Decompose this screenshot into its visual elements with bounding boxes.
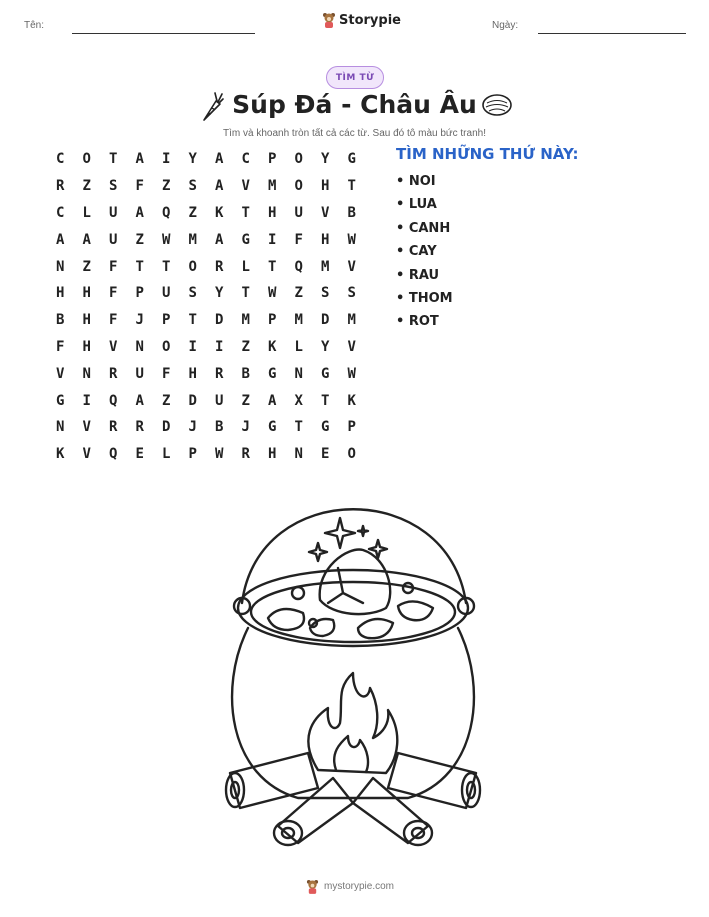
grid-letter[interactable]: I	[82, 392, 91, 409]
grid-row	[47, 441, 365, 468]
grid-letter[interactable]: N	[82, 365, 91, 382]
grid-letter[interactable]: Q	[109, 392, 118, 409]
grid-letter[interactable]: H	[321, 178, 330, 195]
activity-badge: TÌM TỪ	[326, 66, 384, 89]
word-list-item: • CANH	[396, 220, 451, 236]
grid-letter[interactable]: A	[268, 392, 277, 409]
grid-row	[47, 146, 365, 173]
grid-letter[interactable]: A	[135, 392, 144, 409]
grid-letter[interactable]: E	[135, 446, 144, 463]
grid-letter[interactable]: Q	[109, 446, 118, 463]
grid-letter[interactable]: B	[241, 365, 250, 382]
grid-letter[interactable]: A	[215, 231, 224, 248]
word-list-item: • NOI	[396, 174, 436, 189]
grid-letter[interactable]: T	[162, 258, 171, 275]
grid-letter[interactable]: D	[188, 392, 197, 409]
grid-letter[interactable]: G	[241, 231, 250, 248]
grid-letter[interactable]: N	[294, 446, 303, 463]
stone-icon	[481, 93, 513, 117]
grid-letter[interactable]: I	[162, 151, 171, 168]
grid-letter[interactable]: U	[294, 204, 303, 221]
grid-row	[47, 173, 365, 200]
word-list	[396, 170, 453, 334]
word-list-title: TÌM NHỮNG THỨ NÀY:	[396, 145, 579, 163]
grid-letter[interactable]: Y	[321, 151, 330, 168]
grid-row	[47, 307, 365, 334]
storypie-logo	[322, 12, 401, 28]
grid-letter[interactable]: O	[294, 178, 303, 195]
grid-letter[interactable]: O	[162, 338, 171, 355]
grid-letter[interactable]: A	[215, 178, 224, 195]
stone-soup-pot-illustration	[218, 488, 488, 850]
grid-letter[interactable]: W	[268, 285, 277, 302]
grid-letter[interactable]: F	[294, 231, 303, 248]
grid-letter[interactable]: Z	[162, 178, 171, 195]
grid-letter[interactable]: N	[56, 258, 65, 275]
grid-row	[47, 414, 365, 441]
grid-letter[interactable]: K	[347, 392, 356, 409]
grid-letter[interactable]: V	[347, 338, 356, 355]
grid-letter[interactable]: B	[56, 312, 65, 329]
grid-letter[interactable]: H	[82, 338, 91, 355]
grid-letter[interactable]: H	[56, 285, 65, 302]
grid-letter[interactable]: T	[109, 151, 118, 168]
grid-letter[interactable]: G	[347, 151, 356, 168]
grid-letter[interactable]: T	[347, 178, 356, 195]
grid-letter[interactable]: W	[347, 231, 356, 248]
instructions: Tìm và khoanh tròn tất cả các từ. Sau đó tô màu bức tranh!	[223, 128, 486, 139]
grid-letter[interactable]: Q	[294, 258, 303, 275]
grid-letter[interactable]: E	[321, 446, 330, 463]
grid-letter[interactable]: G	[321, 419, 330, 436]
grid-letter[interactable]: J	[188, 419, 197, 436]
grid-letter[interactable]: Z	[188, 204, 197, 221]
grid-letter[interactable]: W	[215, 446, 224, 463]
grid-letter[interactable]: F	[135, 178, 144, 195]
grid-letter[interactable]: F	[109, 285, 118, 302]
grid-letter[interactable]: C	[56, 204, 65, 221]
grid-letter[interactable]: V	[321, 204, 330, 221]
grid-row	[47, 334, 365, 361]
word-list-item: • THOM	[396, 290, 453, 306]
grid-letter[interactable]: U	[162, 285, 171, 302]
grid-letter[interactable]: S	[347, 285, 356, 302]
footer	[306, 879, 394, 894]
name-line[interactable]	[72, 33, 255, 34]
grid-letter[interactable]: S	[321, 285, 330, 302]
brand-name: Storypie	[339, 12, 401, 28]
word-list-item: • RAU	[396, 267, 440, 283]
grid-letter[interactable]: J	[135, 312, 144, 329]
grid-letter[interactable]: R	[241, 446, 250, 463]
grid-letter[interactable]: Z	[82, 258, 91, 275]
grid-letter[interactable]: Z	[241, 392, 250, 409]
page-title: Súp Đá - Châu Âu	[232, 90, 477, 119]
grid-letter[interactable]: T	[241, 204, 250, 221]
grid-letter[interactable]: N	[294, 365, 303, 382]
word-search-grid[interactable]	[47, 146, 365, 468]
grid-letter[interactable]: H	[82, 312, 91, 329]
date-label: Ngày:	[492, 20, 519, 31]
grid-letter[interactable]: F	[56, 338, 65, 355]
grid-letter[interactable]: U	[109, 231, 118, 248]
grid-letter[interactable]: V	[82, 446, 91, 463]
grid-letter[interactable]: Y	[188, 151, 197, 168]
grid-letter[interactable]: V	[347, 258, 356, 275]
grid-letter[interactable]: Z	[82, 178, 91, 195]
grid-letter[interactable]: A	[135, 151, 144, 168]
grid-letter[interactable]: W	[347, 365, 356, 382]
grid-letter[interactable]: P	[268, 151, 277, 168]
grid-letter[interactable]: O	[188, 258, 197, 275]
grid-letter[interactable]: L	[294, 338, 303, 355]
grid-letter[interactable]: T	[188, 312, 197, 329]
grid-letter[interactable]: V	[82, 419, 91, 436]
grid-letter[interactable]: M	[241, 312, 250, 329]
grid-letter[interactable]: A	[82, 231, 91, 248]
grid-letter[interactable]: S	[188, 178, 197, 195]
bear-mascot-icon	[306, 879, 319, 894]
grid-letter[interactable]: L	[82, 204, 91, 221]
grid-letter[interactable]: J	[241, 419, 250, 436]
grid-letter[interactable]: Q	[162, 204, 171, 221]
grid-letter[interactable]: O	[347, 446, 356, 463]
grid-letter[interactable]: O	[294, 151, 303, 168]
grid-letter[interactable]: Y	[215, 285, 224, 302]
grid-letter[interactable]: G	[268, 365, 277, 382]
grid-letter[interactable]: C	[56, 151, 65, 168]
grid-letter[interactable]: D	[321, 312, 330, 329]
grid-letter[interactable]: I	[188, 338, 197, 355]
grid-letter[interactable]: H	[268, 446, 277, 463]
grid-letter[interactable]: P	[268, 312, 277, 329]
name-label: Tên:	[24, 20, 45, 31]
grid-letter[interactable]: G	[56, 392, 65, 409]
grid-letter[interactable]: F	[109, 258, 118, 275]
grid-letter[interactable]: M	[188, 231, 197, 248]
grid-letter[interactable]: B	[347, 204, 356, 221]
grid-letter[interactable]: R	[109, 419, 118, 436]
grid-letter[interactable]: O	[82, 151, 91, 168]
grid-letter[interactable]: H	[268, 204, 277, 221]
grid-letter[interactable]: A	[215, 151, 224, 168]
grid-letter[interactable]: B	[215, 419, 224, 436]
grid-letter[interactable]: V	[56, 365, 65, 382]
grid-letter[interactable]: T	[241, 285, 250, 302]
grid-letter[interactable]: D	[162, 419, 171, 436]
grid-letter[interactable]: I	[268, 231, 277, 248]
grid-letter[interactable]: Z	[241, 338, 250, 355]
word-list-item: • ROT	[396, 314, 439, 330]
bear-mascot-icon	[322, 12, 336, 28]
date-line[interactable]	[538, 33, 686, 34]
grid-row	[47, 253, 365, 280]
grid-letter[interactable]: T	[321, 392, 330, 409]
grid-letter[interactable]: R	[215, 258, 224, 275]
grid-row	[47, 387, 365, 414]
grid-letter[interactable]: H	[82, 285, 91, 302]
grid-letter[interactable]: W	[162, 231, 171, 248]
grid-letter[interactable]: Z	[162, 392, 171, 409]
grid-letter[interactable]: T	[294, 419, 303, 436]
grid-letter[interactable]: X	[294, 392, 303, 409]
grid-letter[interactable]: Z	[294, 285, 303, 302]
grid-letter[interactable]: N	[56, 419, 65, 436]
grid-letter[interactable]: P	[188, 446, 197, 463]
grid-letter[interactable]: D	[215, 312, 224, 329]
grid-letter[interactable]: H	[188, 365, 197, 382]
grid-letter[interactable]: K	[268, 338, 277, 355]
grid-letter[interactable]: P	[347, 419, 356, 436]
grid-letter[interactable]: I	[215, 338, 224, 355]
grid-letter[interactable]: M	[268, 178, 277, 195]
grid-letter[interactable]: L	[162, 446, 171, 463]
grid-letter[interactable]: U	[215, 392, 224, 409]
grid-letter[interactable]: F	[109, 312, 118, 329]
grid-letter[interactable]: L	[241, 258, 250, 275]
word-list-item: • CAY	[396, 244, 437, 260]
grid-letter[interactable]: Z	[135, 231, 144, 248]
grid-row	[47, 360, 365, 387]
grid-letter[interactable]: H	[321, 231, 330, 248]
word-list-item: • LUA	[396, 197, 437, 213]
grid-letter[interactable]: R	[215, 365, 224, 382]
grid-letter[interactable]: M	[347, 312, 356, 329]
grid-row	[47, 280, 365, 307]
grid-row	[47, 226, 365, 253]
grid-letter[interactable]: N	[135, 338, 144, 355]
grid-letter[interactable]: G	[321, 365, 330, 382]
grid-letter[interactable]: P	[162, 312, 171, 329]
grid-letter[interactable]: R	[135, 419, 144, 436]
grid-letter[interactable]: M	[294, 312, 303, 329]
grid-letter[interactable]: G	[268, 419, 277, 436]
grid-letter[interactable]: T	[268, 258, 277, 275]
grid-row	[47, 200, 365, 227]
grid-letter[interactable]: T	[135, 258, 144, 275]
grid-letter[interactable]: K	[56, 446, 65, 463]
grid-letter[interactable]: A	[135, 204, 144, 221]
grid-letter[interactable]: R	[56, 178, 65, 195]
grid-letter[interactable]: U	[109, 204, 118, 221]
grid-letter[interactable]: Y	[321, 338, 330, 355]
grid-letter[interactable]: F	[162, 365, 171, 382]
grid-letter[interactable]: S	[188, 285, 197, 302]
grid-letter[interactable]: M	[321, 258, 330, 275]
grid-letter[interactable]: C	[241, 151, 250, 168]
grid-letter[interactable]: S	[109, 178, 118, 195]
grid-letter[interactable]: V	[241, 178, 250, 195]
footer-url[interactable]: mystorypie.com	[324, 881, 395, 892]
grid-letter[interactable]: R	[109, 365, 118, 382]
grid-letter[interactable]: V	[109, 338, 118, 355]
grid-letter[interactable]: P	[135, 285, 144, 302]
grid-letter[interactable]: U	[135, 365, 144, 382]
grid-letter[interactable]: A	[56, 231, 65, 248]
grid-letter[interactable]: K	[215, 204, 224, 221]
